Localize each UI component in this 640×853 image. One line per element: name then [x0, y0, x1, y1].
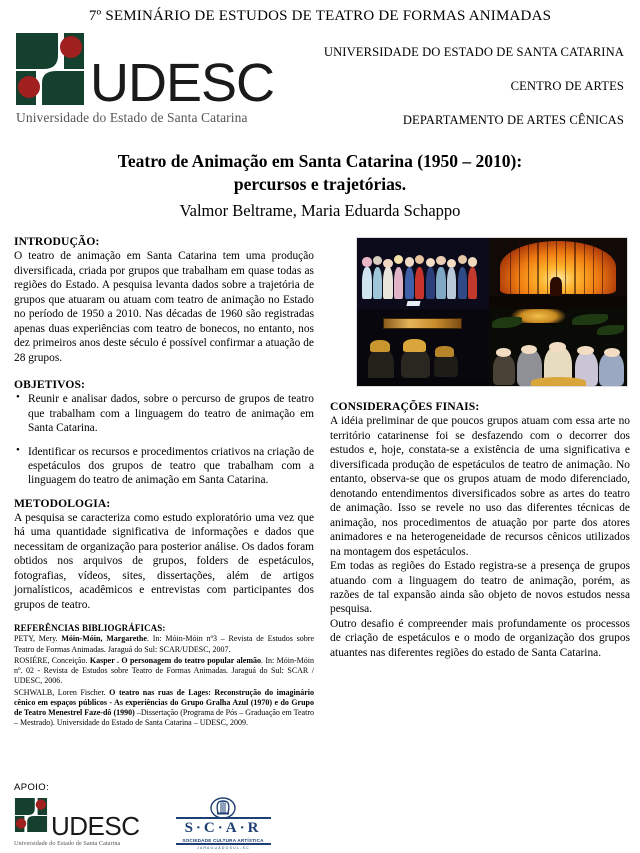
- affiliation-line-center: CENTRO DE ARTES: [510, 79, 624, 93]
- reference-title: Móin-Móin, Margarethe: [61, 634, 147, 644]
- reference-source: . In: Móin-Móin nº. 02 - Revista de Estudos sobre Teatro de Formas Animadas. Jaraguá do Sul: SCAR / UDESC, 2006.: [14, 655, 314, 686]
- udesc-logo-mark: [14, 31, 299, 114]
- content-columns: [0, 235, 640, 729]
- collage-photo-puppet-group: [489, 309, 627, 386]
- reference-source: –Dissertação (Programa de Pós – Graduação em Teatro – Mestrado). Universidade do Estado de Santa Catarina – UDESC, 2009.: [14, 708, 314, 728]
- collage-grid: [357, 238, 627, 386]
- udesc-brand: [14, 31, 299, 126]
- footer: [14, 782, 271, 851]
- section-heading-consideracoes: CONSIDERAÇÕES FINAIS:: [330, 400, 480, 414]
- reference-title: O teatro nas ruas de Lages: Reconstrução do imaginário cênico em espaços públicos - As experiências do Grupo Gralha Azul (1970) e do Grupo de Teatro Menestrel Faze-dô (1990): [14, 687, 314, 717]
- lyre-icon: [176, 797, 271, 819]
- reference-author: SCHWALB, Loren Fischer.: [14, 687, 110, 697]
- authors: Valmor Beltrame, Maria Eduarda Schappo: [179, 201, 461, 221]
- reference-author: PETY, Mery.: [14, 634, 62, 644]
- footer-udesc-wordmark: UDESC: [51, 810, 140, 841]
- udesc-logo-icon: [14, 31, 86, 107]
- section-text-introducao: O teatro de animação em Santa Catarina tem uma produção diversificada, criada por grupos que trabalham em quase todas as regiões do Estado. A pesquisa levanta dados sobre a trajetória de grupos que atuaram ou atuam com teatro de animação no Estado no período de 1950 a 2010. Nas décadas de 1960 são registradas apenas duas experiências com teatro de bonecos, no entanto, nos dez primeiros anos deste século é possível confirmar a atuação de 28 grupos.: [14, 250, 314, 364]
- list-item: • Identificar os recursos e procedimentos criativos na criação de espetáculos dos grupos de teatro que trabalham com a linguagem do teatro de animação em Santa Catarina.: [14, 445, 314, 488]
- paper-title-line2: percursos e trajetórias.: [233, 174, 407, 195]
- footer-udesc-tagline: Universidade do Estado de Santa Catarina: [14, 840, 121, 848]
- scar-subtitle: SOCIEDADE CULTURA ARTÍSTICA: [182, 838, 264, 843]
- reference-entry: [14, 688, 314, 729]
- udesc-logo-icon-small: [14, 797, 48, 838]
- footer-scar-logo: [176, 797, 271, 851]
- objetivos-list: [14, 392, 314, 488]
- poster-header: [0, 25, 640, 128]
- scar-location: J A R A G U Á D O S U L - S C: [197, 846, 249, 850]
- udesc-tagline: Universidade do Estado de Santa Catarina: [16, 110, 248, 125]
- apoio-label: APOIO:: [14, 782, 50, 794]
- reference-entry: [14, 656, 314, 687]
- collage-photo-orange-dome: [489, 238, 627, 309]
- section-heading-metodologia: METODOLOGIA:: [14, 496, 111, 510]
- section-text-consideracoes-3: Outro desafio é compreender mais profundamente os processos de criação de espetáculos e o modo de organização dos grupos atuantes nas diferentes regiões do estado de Santa Catarina.: [330, 617, 630, 659]
- title-block: [0, 150, 640, 221]
- affiliation-lines: [299, 31, 628, 128]
- affiliation-line-university: UNIVERSIDADE DO ESTADO DE SANTA CATARINA: [323, 45, 624, 59]
- section-text-metodologia: A pesquisa se caracteriza como estudo exploratório uma vez que há uma quantidade significativa de informações e dados que necessitam de organização para posterior análise. Os dados foram obtidos nos arquivos de grupos, folders de espetáculos, fotografias, vídeos, sites, dissertações, além de artigos jornalísticos, acadêmicos e entrevistas com participantes dos grupos de teatro.: [14, 511, 314, 611]
- stage-light-bar: [383, 318, 462, 328]
- list-item: • Reunir e analisar dados, sobre o percurso de grupos de teatro que trabalham com a linguagem do teatro de animação em Santa Catarina.: [14, 392, 314, 435]
- section-text-consideracoes-1: A idéia preliminar de que poucos grupos atuam com essa arte no território catarinense foi se desfazendo com o decorrer dos estudos e, hoje, constata-se a existência de uma significativa e diversificada produção de espetáculos de teatro de animação. No entanto, observa-se que os grupos atuam de modo diferenciado, denotando entendimentos diversificados sobre as artes do teatro de animação. Isso se revele no uso das diferentes técnicas de animação, nos procedimentos de atuação por parte dos atores animadores e na heterogeneidade de recursos cênicos utilizados na montagem dos espetáculos.: [330, 415, 630, 558]
- section-heading-referencias: REFERÊNCIAS BIBLIOGRÁFICAS:: [14, 623, 166, 634]
- left-column: [14, 235, 314, 729]
- paper-title: [40, 150, 600, 196]
- scar-band: [176, 817, 271, 845]
- reference-entry: [14, 634, 314, 654]
- collage-photo-puppet-row: [357, 238, 489, 309]
- section-heading-objetivos: OBJETIVOS:: [14, 378, 85, 392]
- seminar-title: 7º SEMINÁRIO DE ESTUDOS DE TEATRO DE FORMAS ANIMADAS: [88, 8, 552, 24]
- section-heading-introducao: INTRODUÇÃO:: [14, 235, 100, 249]
- collage-photo-golden-figures: [357, 309, 489, 386]
- scar-wordmark: S·C·A·R: [184, 820, 262, 837]
- udesc-wordmark: UDESC: [90, 53, 275, 114]
- section-text-consideracoes-2: Em todas as regiões do Estado registra-se a presença de grupos atuando com a linguagem do teatro de animação, porém, as razões de tal expansão ainda são objeto de novos estudos nessa pesquisa.: [330, 560, 630, 616]
- reference-title: Kasper . O personagem do teatro popular alemão: [89, 655, 261, 665]
- reference-author: ROSIÉRE, Conceição.: [14, 655, 90, 665]
- footer-logos: [14, 797, 271, 851]
- photo-collage: [356, 237, 628, 387]
- right-column: [330, 235, 630, 729]
- silhouette-figure: [550, 277, 562, 295]
- paper-title-line1: Teatro de Animação em Santa Catarina (1950 – 2010):: [117, 151, 523, 171]
- footer-udesc-logo: [14, 797, 140, 847]
- affiliation-line-department: DEPARTAMENTO DE ARTES CÊNICAS: [402, 113, 624, 127]
- reference-source: . In: Móin-Móin nº3 – Revista de Estudos sobre Teatro de Formas Animadas. Jaraguá do Sul: SCAR/UDESC, 2007.: [14, 634, 314, 654]
